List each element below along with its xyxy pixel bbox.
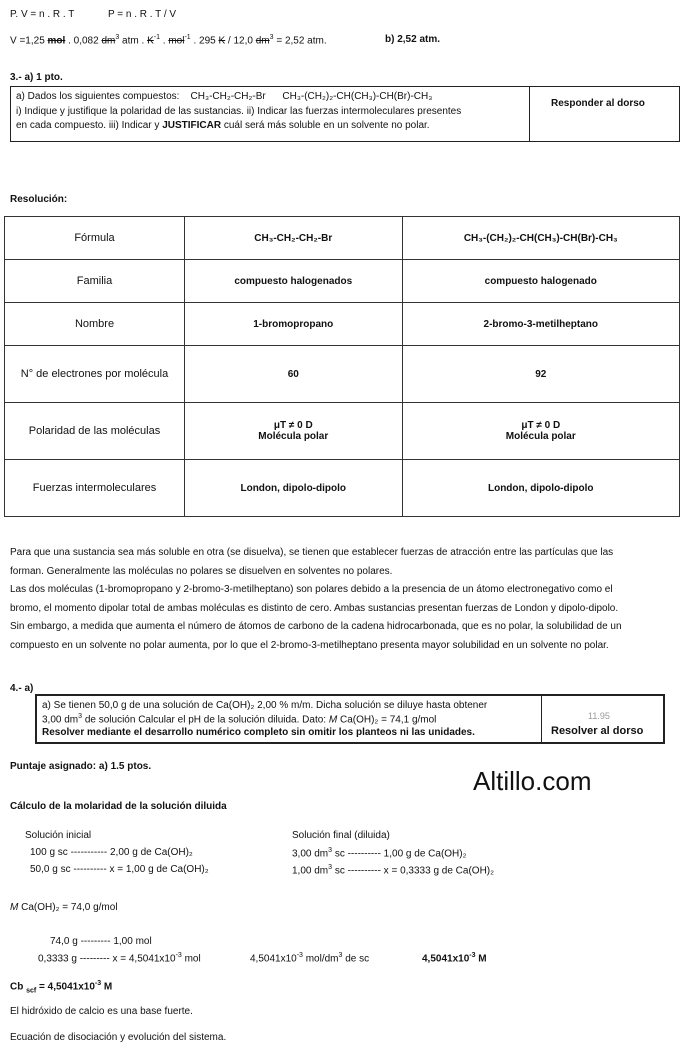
pressure-formula: P = n . R . T / V [108, 9, 177, 20]
q4-statement-box [35, 694, 665, 744]
row-header: N° de electrones por molécula [5, 346, 185, 403]
table-row [5, 217, 680, 260]
cell-b: 92 [402, 346, 679, 403]
q3-line3: en cada compuesto. iii) Indicar y JUSTIFICAR cuál será más soluble en un solvente no polar. [16, 120, 430, 131]
resolucion-title: Resolución: [10, 194, 68, 205]
row-header: Nombre [5, 303, 185, 346]
q4-score: 11.95 [588, 711, 610, 721]
cell-b: μT ≠ 0 D Molécula polar [402, 403, 679, 460]
concentration-molar: $4,5041x10^{-3}$ M [422, 952, 487, 965]
cell-b: London, dipolo-dipolo [402, 460, 679, 517]
solubility-explanation: Para que una sustancia sea más soluble en otra (se disuelva), se tienen que establecer fuerzas de atracción entre las partículas que las forman. Generalmente las moléculas no polares se disuelven en solventes no polares. Las dos moléculas (1-bromopropano y 2-bromo-3-metilheptano) son polares debido a la presencia de un átomo electronegativo como el bromo, el momento dipolar total de ambas moléculas es distinto de cero. Ambas sustancias presentan fuerzas de London y dipolo-dipolo. Sin embargo, a medida que aumenta el número de átomos de carbono de la cadena hidrocarbonada, que es no polar, la solubilidad de un compuesto en un solvente no polar aumenta, por lo que el 2-bromo-3-metilheptano presenta mayor solubilidad en un solvente no polar. [10, 547, 622, 651]
row-header: Fuerzas intermoleculares [5, 460, 185, 517]
q3-title: 3.- a) 1 pto. [10, 72, 63, 83]
puntaje: Puntaje asignado: a) 1.5 ptos. [10, 761, 152, 772]
cell-b: 2-bromo-3-metilheptano [402, 303, 679, 346]
volume-calculation: V =1,25 mol . 0,082 $dm^3$ atm . $K^{-1}$ . mol$^{-1}$ . 295 K / 12,0 $dm^3 = 2,52$ atm. [10, 34, 327, 47]
table-row [5, 460, 680, 517]
initial-solution-line2: 50,0 g sc ---------- x = 1,00 g de Ca(OH)₂ [30, 864, 209, 875]
cell-a: CH₃-CH₂-CH₂-Br [185, 217, 403, 260]
table-row [5, 303, 680, 346]
row-header: Polaridad de las moléculas [5, 403, 185, 460]
watermark-logo: Altillo.com [473, 766, 592, 796]
q3-line1: a) Dados los siguientes compuestos: CH₃-CH₂-CH₂-Br CH₃-(CH₂)₂-CH(CH₃)-CH(Br)-CH₃ [16, 91, 433, 102]
concentration-mol-dm3: $4,5041x10^{-3}$ mol/$dm^3$ de sc [250, 952, 370, 965]
row-header: Familia [5, 260, 185, 303]
mol-ratio-line1: 74,0 g --------- 1,00 mol [50, 936, 152, 947]
q3-respond-label: Responder al dorso [551, 98, 645, 109]
q3-line2: i) Indique y justifique la polaridad de las sustancias. ii) Indicar las fuerzas intermoleculares presentes [16, 106, 462, 117]
dissociation-equation-title: Ecuación de disociación y evolución del sistema. [10, 1032, 227, 1043]
q3-statement-box [10, 86, 680, 142]
cell-a: compuesto halogenados [185, 260, 403, 303]
final-solution-line1: 3,00 $dm^3$ sc ---------- 1,00 g de Ca(OH)₂ [292, 847, 467, 860]
gas-law-formula: P. V = n . R . T [10, 9, 75, 20]
answer-b: b) 2,52 atm. [385, 34, 441, 45]
calc-title: Cálculo de la molaridad de la solución diluida [10, 801, 227, 812]
cell-a: 1-bromopropano [185, 303, 403, 346]
table-row [5, 346, 680, 403]
molar-mass: M Ca(OH)₂ = 74,0 g/mol [10, 902, 118, 913]
q4-line3: Resolver mediante el desarrollo numérico completo sin omitir los planteos ni las unidades. [42, 727, 475, 738]
q4-line1: a) Se tienen 50,0 g de una solución de Ca(OH)₂ 2,00 % m/m. Dicha solución se diluye hasta obtener [42, 700, 488, 711]
row-header: Fórmula [5, 217, 185, 260]
cell-a: 60 [185, 346, 403, 403]
initial-solution-title: Solución inicial [25, 830, 92, 841]
cell-b: CH₃-(CH₂)₂-CH(CH₃)-CH(Br)-CH₃ [402, 217, 679, 260]
mol-ratio-line2: 0,3333 g --------- $x = 4,5041x10^{-3}$ mol [38, 952, 201, 965]
table-row [5, 260, 680, 303]
table-row [5, 403, 680, 460]
compound-comparison-table [4, 216, 680, 517]
cell-b: compuesto halogenado [402, 260, 679, 303]
cb-result: Cb $_{scf} = 4,5041x10^{-3}$ M [10, 980, 113, 995]
initial-solution-line1: 100 g sc ----------- 2,00 g de Ca(OH)₂ [30, 847, 193, 858]
final-solution-line2: 1,00 $dm^3$ sc ---------- x = 0,3333 g de Ca(OH)₂ [292, 864, 495, 877]
cell-a: μT ≠ 0 D Molécula polar [185, 403, 403, 460]
final-solution-title: Solución final (diluida) [292, 830, 390, 841]
q4-title: 4.- a) [10, 683, 34, 694]
strong-base-note: El hidróxido de calcio es una base fuerte. [10, 1006, 193, 1017]
q4-respond-label: Resolver al dorso [551, 725, 644, 737]
cell-a: London, dipolo-dipolo [185, 460, 403, 517]
q4-line2: 3,00 $dm^3$ de solución Calcular el pH de la solución diluida. Dato: M Ca(OH)₂ = 74,1 g/mol [42, 713, 437, 726]
